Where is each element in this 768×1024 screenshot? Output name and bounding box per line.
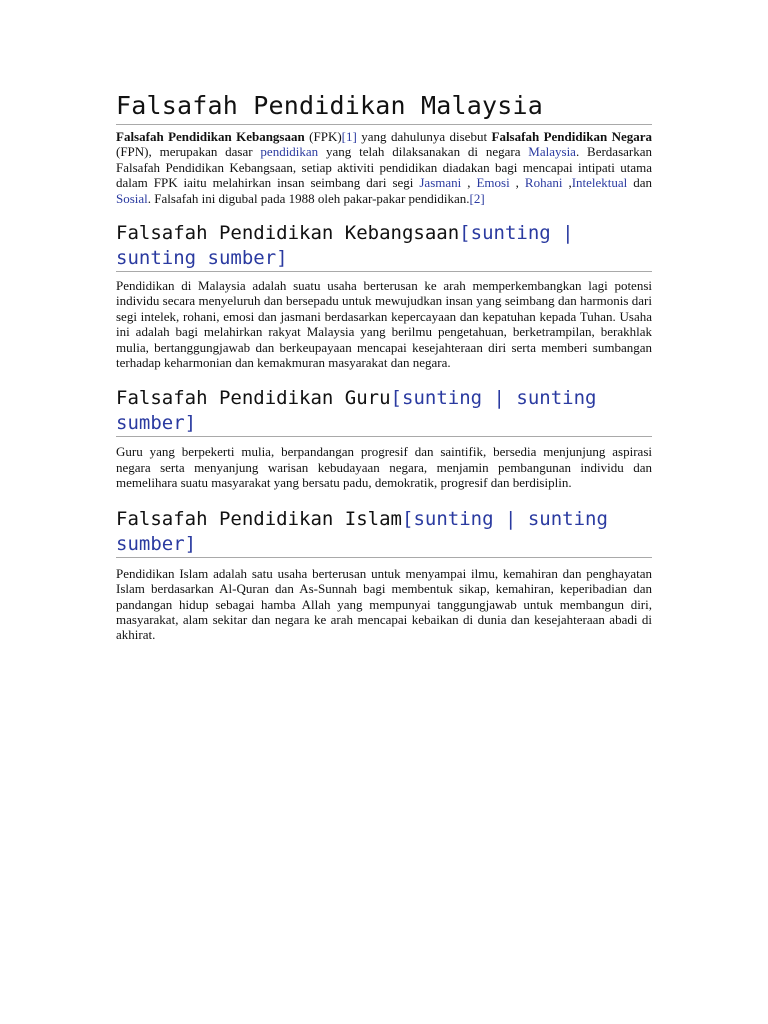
section-paragraph-guru: Guru yang berpekerti mulia, berpandangan progresif dan saintifik, bersedia menjunjung aspirasi negara serta menyanjung warisan kebudayaan negara, menjamin pembangunan individu dan memelihara suatu masyarakat yang bersatu padu, demokratik, progresif dan berdisiplin.: [116, 444, 652, 491]
intro-paragraph: [116, 129, 652, 206]
article: [116, 88, 652, 643]
link-sosial[interactable]: Sosial: [116, 190, 148, 206]
section-heading-text: Falsafah Pendidikan Islam: [116, 507, 402, 530]
intro-text: (FPN), merupakan dasar: [116, 144, 261, 160]
edit-section-bracket: [: [459, 222, 471, 245]
reference-link-2[interactable]: [2]: [469, 190, 485, 206]
link-emosi[interactable]: Emosi: [476, 175, 510, 191]
section-paragraph-islam: Pendidikan Islam adalah satu usaha berterusan untuk menyampai ilmu, kemahiran dan penghayatan Islam berdasarkan Al-Quran dan As-Sunnah bagi membentuk sikap, kemahiran, keperibadian dan pandangan hidup sebagai hamba Allah yang mempunyai tanggungjawab untuk membangun diri, masyarakat, alam sekitar dan negara ke arah mencapai kebaikan di dunia dan kesejahteraan abadi di akhirat.: [116, 565, 652, 643]
intro-separator: ,: [562, 175, 572, 191]
edit-source-link[interactable]: sunting sumber: [116, 247, 277, 270]
section-paragraph-kebangsaan: Pendidikan di Malaysia adalah suatu usaha berterusan ke arah memperkembangkan lagi potensi individu secara menyeluruh dan bersepadu untuk mewujudkan insan yang seimbang dan harmonis dari segi intelek, rohani, emosi dan jasmani berdasarkan kepercayaan dan kepatuhan kepada Tuhan. Usaha ini adalah bagi melahirkan rakyat Malaysia yang berilmu pengetahuan, berketrampilan, berakhlak mulia, bertanggungjawab dan berkeupayaan mencapai kesejahteraan diri serta memberi sumbangan terhadap keharmonian dan kemakmuran masyarakat dan negara.: [116, 278, 652, 371]
section-heading-text: Falsafah Pendidikan Kebangsaan: [116, 222, 460, 245]
edit-section-separator: |: [482, 387, 517, 410]
link-intelektual[interactable]: Intelektual: [571, 175, 628, 191]
link-malaysia[interactable]: Malaysia: [528, 144, 576, 160]
edit-section-bracket: ]: [184, 532, 197, 555]
edit-section-bracket: [: [401, 507, 414, 530]
link-jasmani[interactable]: Jasmani: [419, 175, 462, 191]
intro-text: yang telah dilaksanakan di negara: [318, 144, 529, 160]
intro-text: . Falsafah ini digubal pada 1988 oleh pakar-pakar pendidikan.: [147, 190, 470, 206]
edit-section-bracket: ]: [276, 247, 288, 270]
edit-source-link[interactable]: sunting sumber: [116, 507, 608, 555]
edit-section-bracket: ]: [184, 412, 197, 435]
link-rohani[interactable]: Rohani: [524, 175, 563, 191]
intro-separator: ,: [461, 175, 477, 191]
edit-section-bracket: [: [390, 387, 402, 410]
edit-section-link[interactable]: sunting: [470, 222, 551, 245]
intro-text: yang dahulunya disebut: [356, 129, 492, 144]
edit-source-link[interactable]: sunting sumber: [116, 387, 597, 435]
edit-section-link[interactable]: sunting: [413, 507, 494, 530]
intro-text: . Berdasarkan Falsafah Pendidikan Kebangsaan, setiap aktiviti pendidikan diadakan bagi mencapai intipati utama dalam FPK iaitu melahirkan insan seimbang dari segi: [116, 144, 652, 191]
intro-separator: ,: [509, 175, 525, 191]
intro-text: dan: [627, 175, 653, 191]
link-pendidikan[interactable]: pendidikan: [260, 144, 319, 160]
section-heading-islam: [116, 507, 652, 558]
intro-bold-term: Falsafah Pendidikan Kebangsaan: [116, 129, 305, 144]
section-heading-text: Falsafah Pendidikan Guru: [116, 387, 391, 410]
edit-section-separator: |: [493, 507, 528, 530]
edit-section-separator: |: [550, 222, 574, 245]
reference-link-1[interactable]: [1]: [341, 129, 357, 144]
intro-bold-term: Falsafah Pendidikan Negara: [491, 129, 653, 144]
section-heading-guru: [116, 386, 652, 437]
section-heading-kebangsaan: [116, 221, 652, 272]
intro-text: (FPK): [304, 129, 342, 144]
edit-section-link[interactable]: sunting: [402, 387, 483, 410]
page-title: Falsafah Pendidikan Malaysia: [116, 88, 652, 125]
